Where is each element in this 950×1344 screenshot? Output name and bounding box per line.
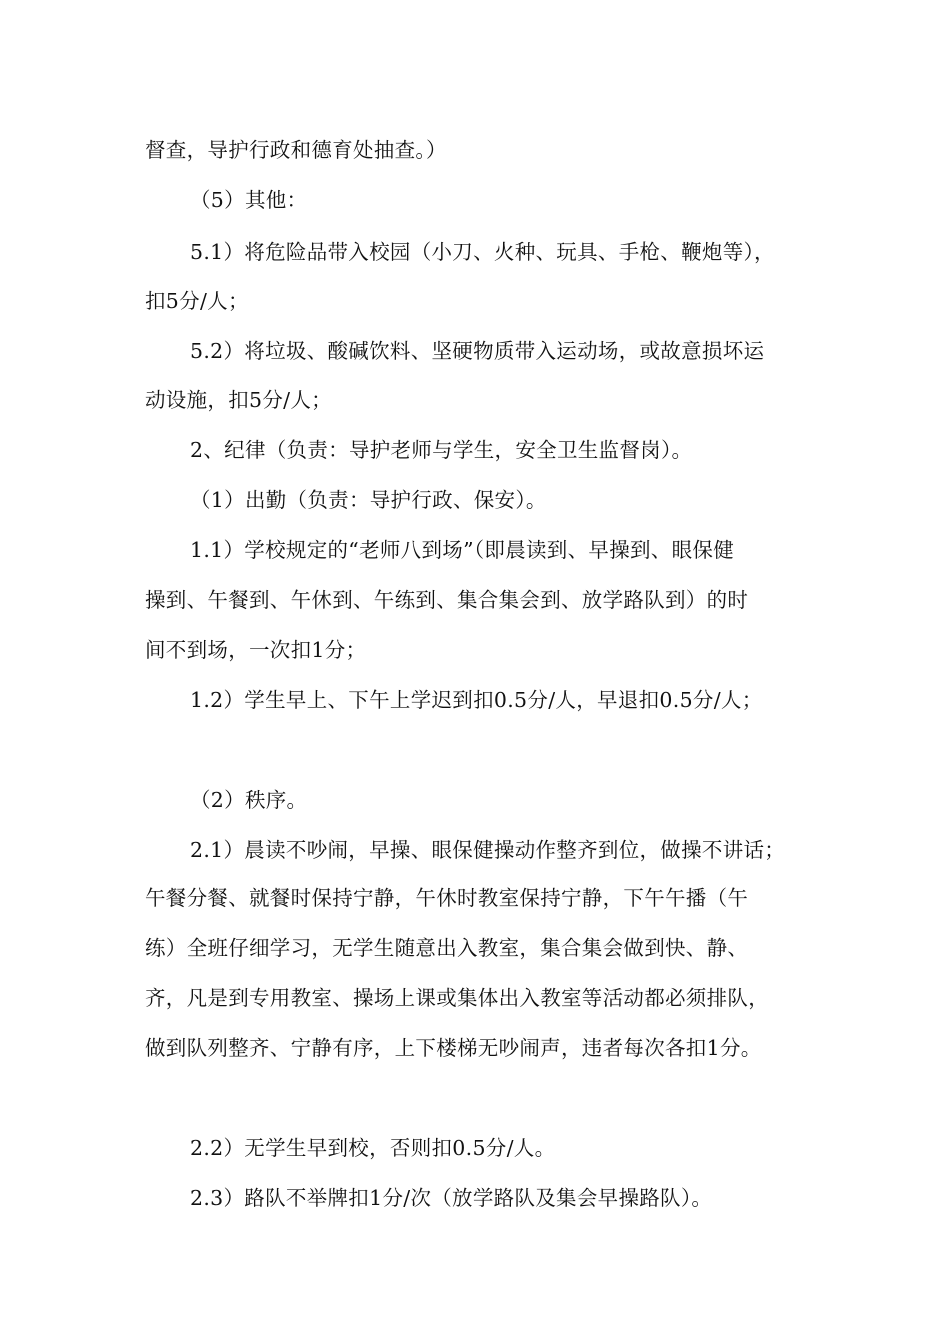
subsection-heading-order: （2）秩序。	[190, 788, 308, 812]
section-heading-other: （5）其他：	[190, 188, 308, 212]
rule-2-3: 2.3）路队不举牌扣1分/次（放学路队及集会早操路队）。	[190, 1186, 713, 1210]
rule-2-1-line-3: 练）全班仔细学习，无学生随意出入教室，集合集会做到快、静、	[145, 936, 749, 960]
rule-1-2: 1.2）学生早上、下午上学迟到扣0.5分/人，早退扣0.5分/人；	[190, 688, 763, 712]
rule-5-2-line-1: 5.2）将垃圾、酸碱饮料、坚硬物质带入运动场，或故意损坏运	[190, 339, 765, 363]
rule-1-1-line-3: 间不到场，一次扣1分；	[145, 638, 367, 662]
rule-5-2-line-2: 动设施，扣5分/人；	[145, 388, 332, 412]
text-line-supervision: 督查，导护行政和德育处抽查。）	[145, 138, 447, 162]
rule-2-1-line-5: 做到队列整齐、宁静有序，上下楼梯无吵闹声，违者每次各扣1分。	[145, 1036, 762, 1060]
rule-2-1-line-2: 午餐分餐、就餐时保持宁静，午休时教室保持宁静，下午午播（午	[145, 886, 749, 910]
rule-5-1-line-1: 5.1）将危险品带入校园（小刀、火种、玩具、手枪、鞭炮等），	[190, 240, 775, 264]
subsection-heading-attendance: （1）出勤（负责：导护行政、保安）。	[190, 488, 547, 512]
rule-2-2: 2.2）无学生早到校，否则扣0.5分/人。	[190, 1136, 556, 1160]
rule-1-1-line-2: 操到、午餐到、午休到、午练到、集合集会到、放学路队到）的时	[145, 588, 749, 612]
rule-2-1-line-1: 2.1）晨读不吵闹，早操、眼保健操动作整齐到位，做操不讲话；	[190, 838, 786, 862]
rule-2-1-line-4: 齐，凡是到专用教室、操场上课或集体出入教室等活动都必须排队，	[145, 986, 769, 1010]
rule-1-1-line-1: 1.1）学校规定的“老师八到场”（即晨读到、早操到、眼保健	[190, 538, 735, 562]
section-heading-discipline: 2、纪律（负责：导护老师与学生，安全卫生监督岗）。	[190, 438, 693, 462]
rule-5-1-line-2: 扣5分/人；	[145, 289, 249, 313]
